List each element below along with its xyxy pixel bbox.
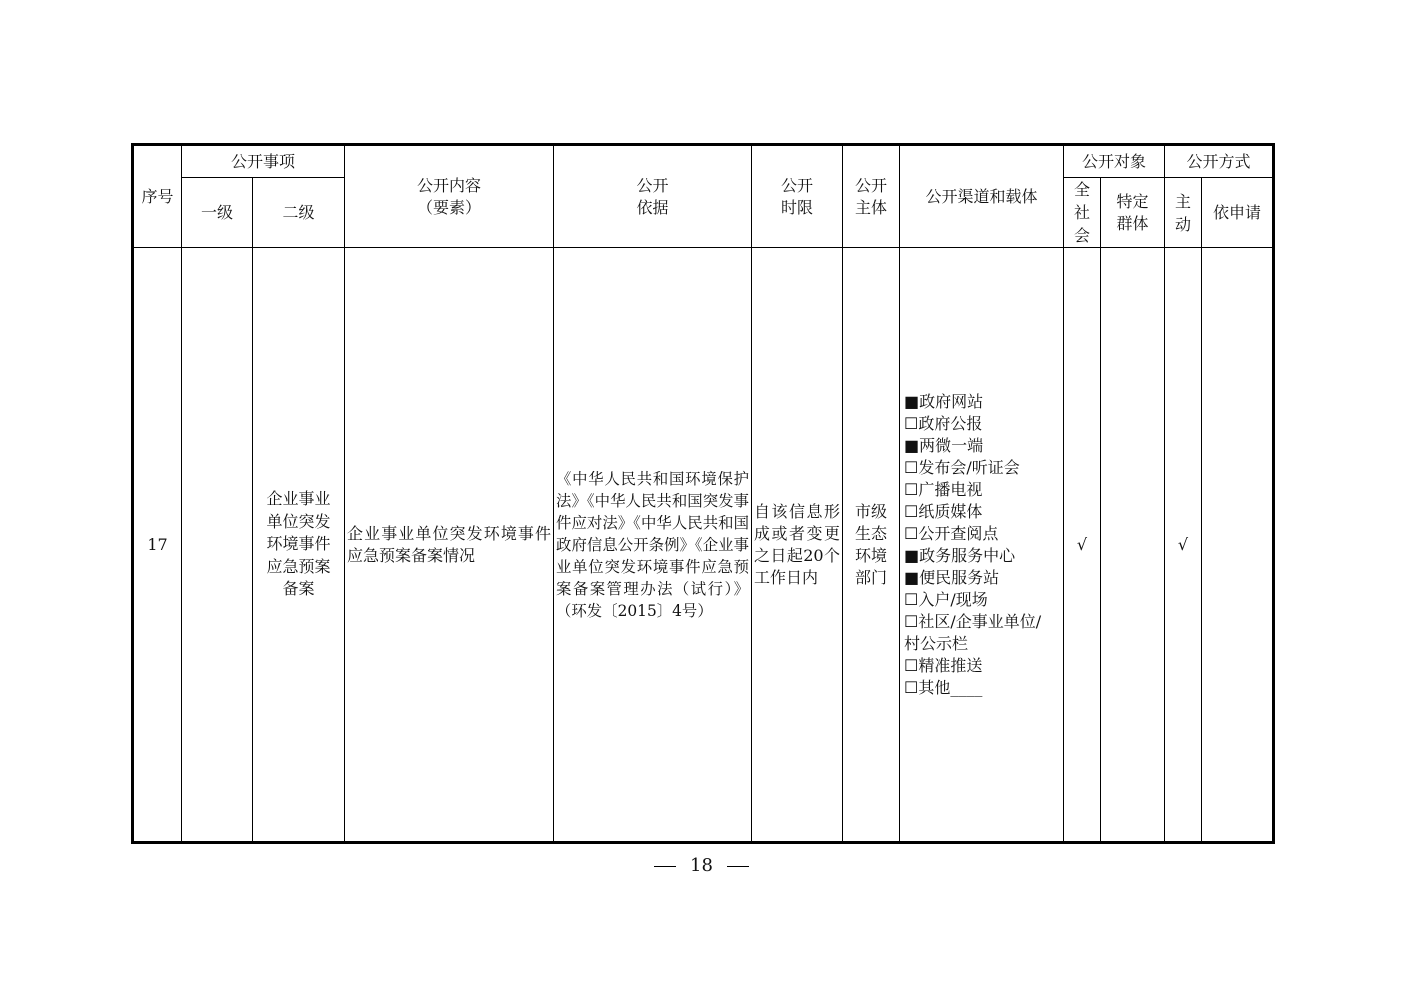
table-row: [133, 248, 1274, 843]
row-subject-text: 市级生态环境部门: [855, 501, 888, 587]
row-level2-text: 企业事业单位突发环境事件应急预案备案: [266, 489, 331, 599]
row-on-request: [1202, 248, 1274, 843]
channel-item: ☐入户/现场: [904, 589, 988, 609]
footer-dash-left: [654, 866, 676, 867]
header-active: [1165, 178, 1202, 248]
header-seq: 序号: [133, 145, 182, 248]
row-specific-group: [1101, 248, 1165, 843]
row-channels: [900, 248, 1064, 843]
row-level1: [182, 248, 253, 843]
footer-dash-right: [727, 866, 749, 867]
header-time-line2: 时限: [781, 197, 814, 217]
header-time-line1: 公开: [781, 175, 814, 195]
row-basis-text: 《中华人民共和国环境保护法》《中华人民共和国突发事件应对法》《中华人民共和国政府信息公开条例》《企业事业单位突发环境事件应急预案备案管理办法（试行）》（环发〔2015〕4号）: [556, 469, 750, 620]
row-basis: [554, 248, 752, 843]
header-specific-group: [1101, 178, 1165, 248]
channel-item: ☐广播电视: [904, 479, 983, 499]
header-whole-society: [1064, 178, 1101, 248]
channel-item: ■政务服务中心: [904, 545, 1016, 565]
channel-item: ☐精准推送: [904, 655, 983, 675]
row-content-text: 企业事业单位突发环境事件应急预案备案情况: [347, 523, 552, 565]
channel-item: 村公示栏: [904, 633, 969, 653]
row-seq: 17: [133, 248, 182, 843]
header-subject-line1: 公开: [855, 175, 888, 195]
header-channel: 公开渠道和载体: [900, 145, 1064, 248]
header-method-group: 公开方式: [1165, 145, 1274, 178]
channel-item: ☐纸质媒体: [904, 501, 983, 521]
header-specific-line2: 群体: [1116, 213, 1149, 233]
header-whole-society-text: 全社会: [1074, 180, 1091, 245]
header-on-request: 依申请: [1202, 178, 1274, 248]
row-subject: [843, 248, 900, 843]
channel-item: ☐其他____: [904, 677, 983, 697]
channel-item: ☐社区/企事业单位/: [904, 611, 1042, 631]
header-target-group: 公开对象: [1064, 145, 1165, 178]
header-basis-line1: 公开: [636, 175, 669, 195]
header-subject: [843, 145, 900, 248]
row-time-text: 自该信息形成或者变更之日起20个工作日内: [754, 501, 841, 587]
channel-item: ☐发布会/听证会: [904, 457, 1020, 477]
header-content-line1: 公开内容: [417, 175, 482, 195]
header-level2: 二级: [253, 178, 345, 248]
header-time: [752, 145, 843, 248]
header-subject-line2: 主体: [855, 197, 888, 217]
header-specific-line1: 特定: [1116, 191, 1149, 211]
row-active-check: √: [1165, 248, 1202, 843]
channel-item: ■政府网站: [904, 391, 984, 411]
channel-item: ■便民服务站: [904, 567, 1000, 587]
row-content: [345, 248, 554, 843]
row-level2: [253, 248, 345, 843]
page-footer: [0, 855, 1403, 876]
channel-item: ■两微一端: [904, 435, 984, 455]
header-content: [345, 145, 554, 248]
header-basis: [554, 145, 752, 248]
disclosure-table: [131, 143, 1275, 844]
header-active-text: 主动: [1175, 191, 1192, 234]
header-content-line2: （要素）: [417, 197, 482, 217]
row-time: [752, 248, 843, 843]
header-item-group: 公开事项: [182, 145, 345, 178]
channel-item: ☐政府公报: [904, 413, 983, 433]
header-level1: 一级: [182, 178, 253, 248]
header-basis-line2: 依据: [636, 197, 669, 217]
row-whole-society-check: √: [1064, 248, 1101, 843]
channel-item: ☐公开查阅点: [904, 523, 999, 543]
page-number: 18: [690, 855, 713, 876]
